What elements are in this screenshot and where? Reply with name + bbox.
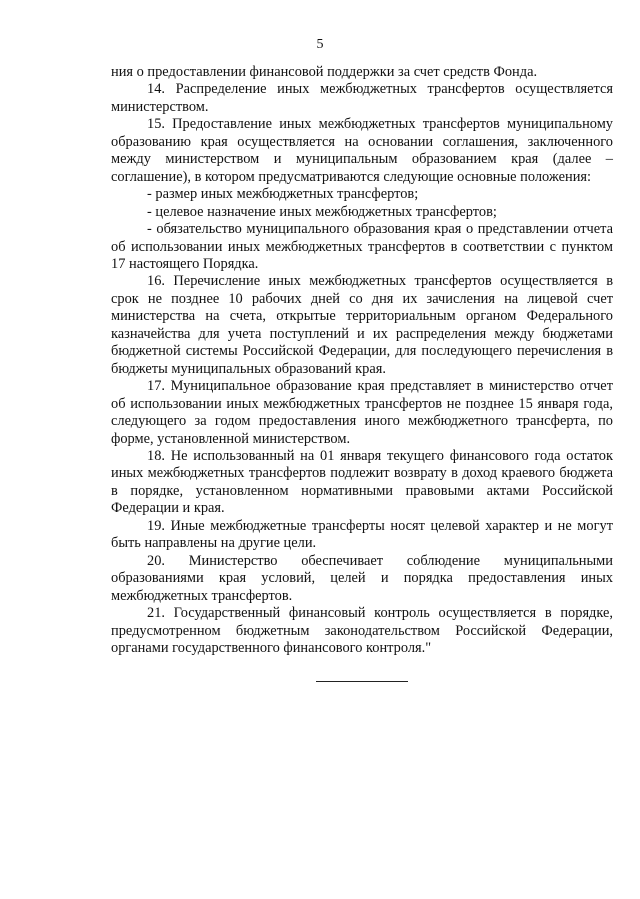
list-item-report-obligation: - обязательство муниципального образования края о представлении отчета об использовании иных межбюджетных трансфертов в соответствии с пунктом 17 настоящего Порядка. bbox=[111, 221, 613, 272]
page-number: 5 bbox=[316, 37, 324, 52]
list-item-amount: - размер иных межбюджетных трансфертов; bbox=[147, 186, 419, 203]
paragraph-18: 18. Не использованный на 01 января текущего финансового года остаток иных межбюджетных трансфертов подлежит возврату в доход краевого бюджета в порядке, установленном нормативными правовыми актами Российской Федерации и края. bbox=[111, 447, 613, 517]
end-of-document-rule bbox=[316, 681, 408, 682]
document-body bbox=[111, 64, 613, 657]
list-item-purpose: - целевое назначение иных межбюджетных трансфертов; bbox=[147, 203, 497, 220]
paragraph-21: 21. Государственный финансовый контроль осуществляется в порядке, предусмотренном бюджетным законодательством Российской Федерации, органами государственного финансового контроля." bbox=[111, 605, 613, 656]
paragraph-20: 20. Министерство обеспечивает соблюдение муниципальными образованиями края условий, целей и порядка предоставления иных межбюджетных трансфертов. bbox=[111, 552, 613, 604]
paragraph-14: 14. Распределение иных межбюджетных трансфертов осуществляется министерством. bbox=[111, 81, 613, 115]
paragraph-19: 19. Иные межбюджетные трансферты носят целевой характер и не могут быть направлены на другие цели. bbox=[111, 517, 613, 552]
paragraph-17: 17. Муниципальное образование края представляет в министерство отчет об использовании иных межбюджетных трансфертов не позднее 15 января года, следующего за годом предоставления иного межбюджетного трансферта, по форме, установленной министерством. bbox=[111, 378, 613, 447]
paragraph-continuation: ния о предоставлении финансовой поддержки за счет средств Фонда. bbox=[111, 64, 538, 80]
paragraph-15: 15. Предоставление иных межбюджетных трансфертов муниципальному образованию края осуществляется на основании соглашения, заключенного между министерством и муниципальным образованием края (далее – соглашение), в котором предусматриваются следующие основные положения: bbox=[111, 116, 613, 185]
paragraph-16: 16. Перечисление иных межбюджетных трансфертов осуществляется в срок не позднее 10 рабочих дней со дня их зачисления на лицевой счет министерства на счета, открытые территориальным органом Федерального казначейства для учета поступлений и их распределения между бюджетами бюджетной системы Российской Федерации, для последующего перечисления в бюджеты муниципальных образований края. bbox=[111, 273, 613, 377]
